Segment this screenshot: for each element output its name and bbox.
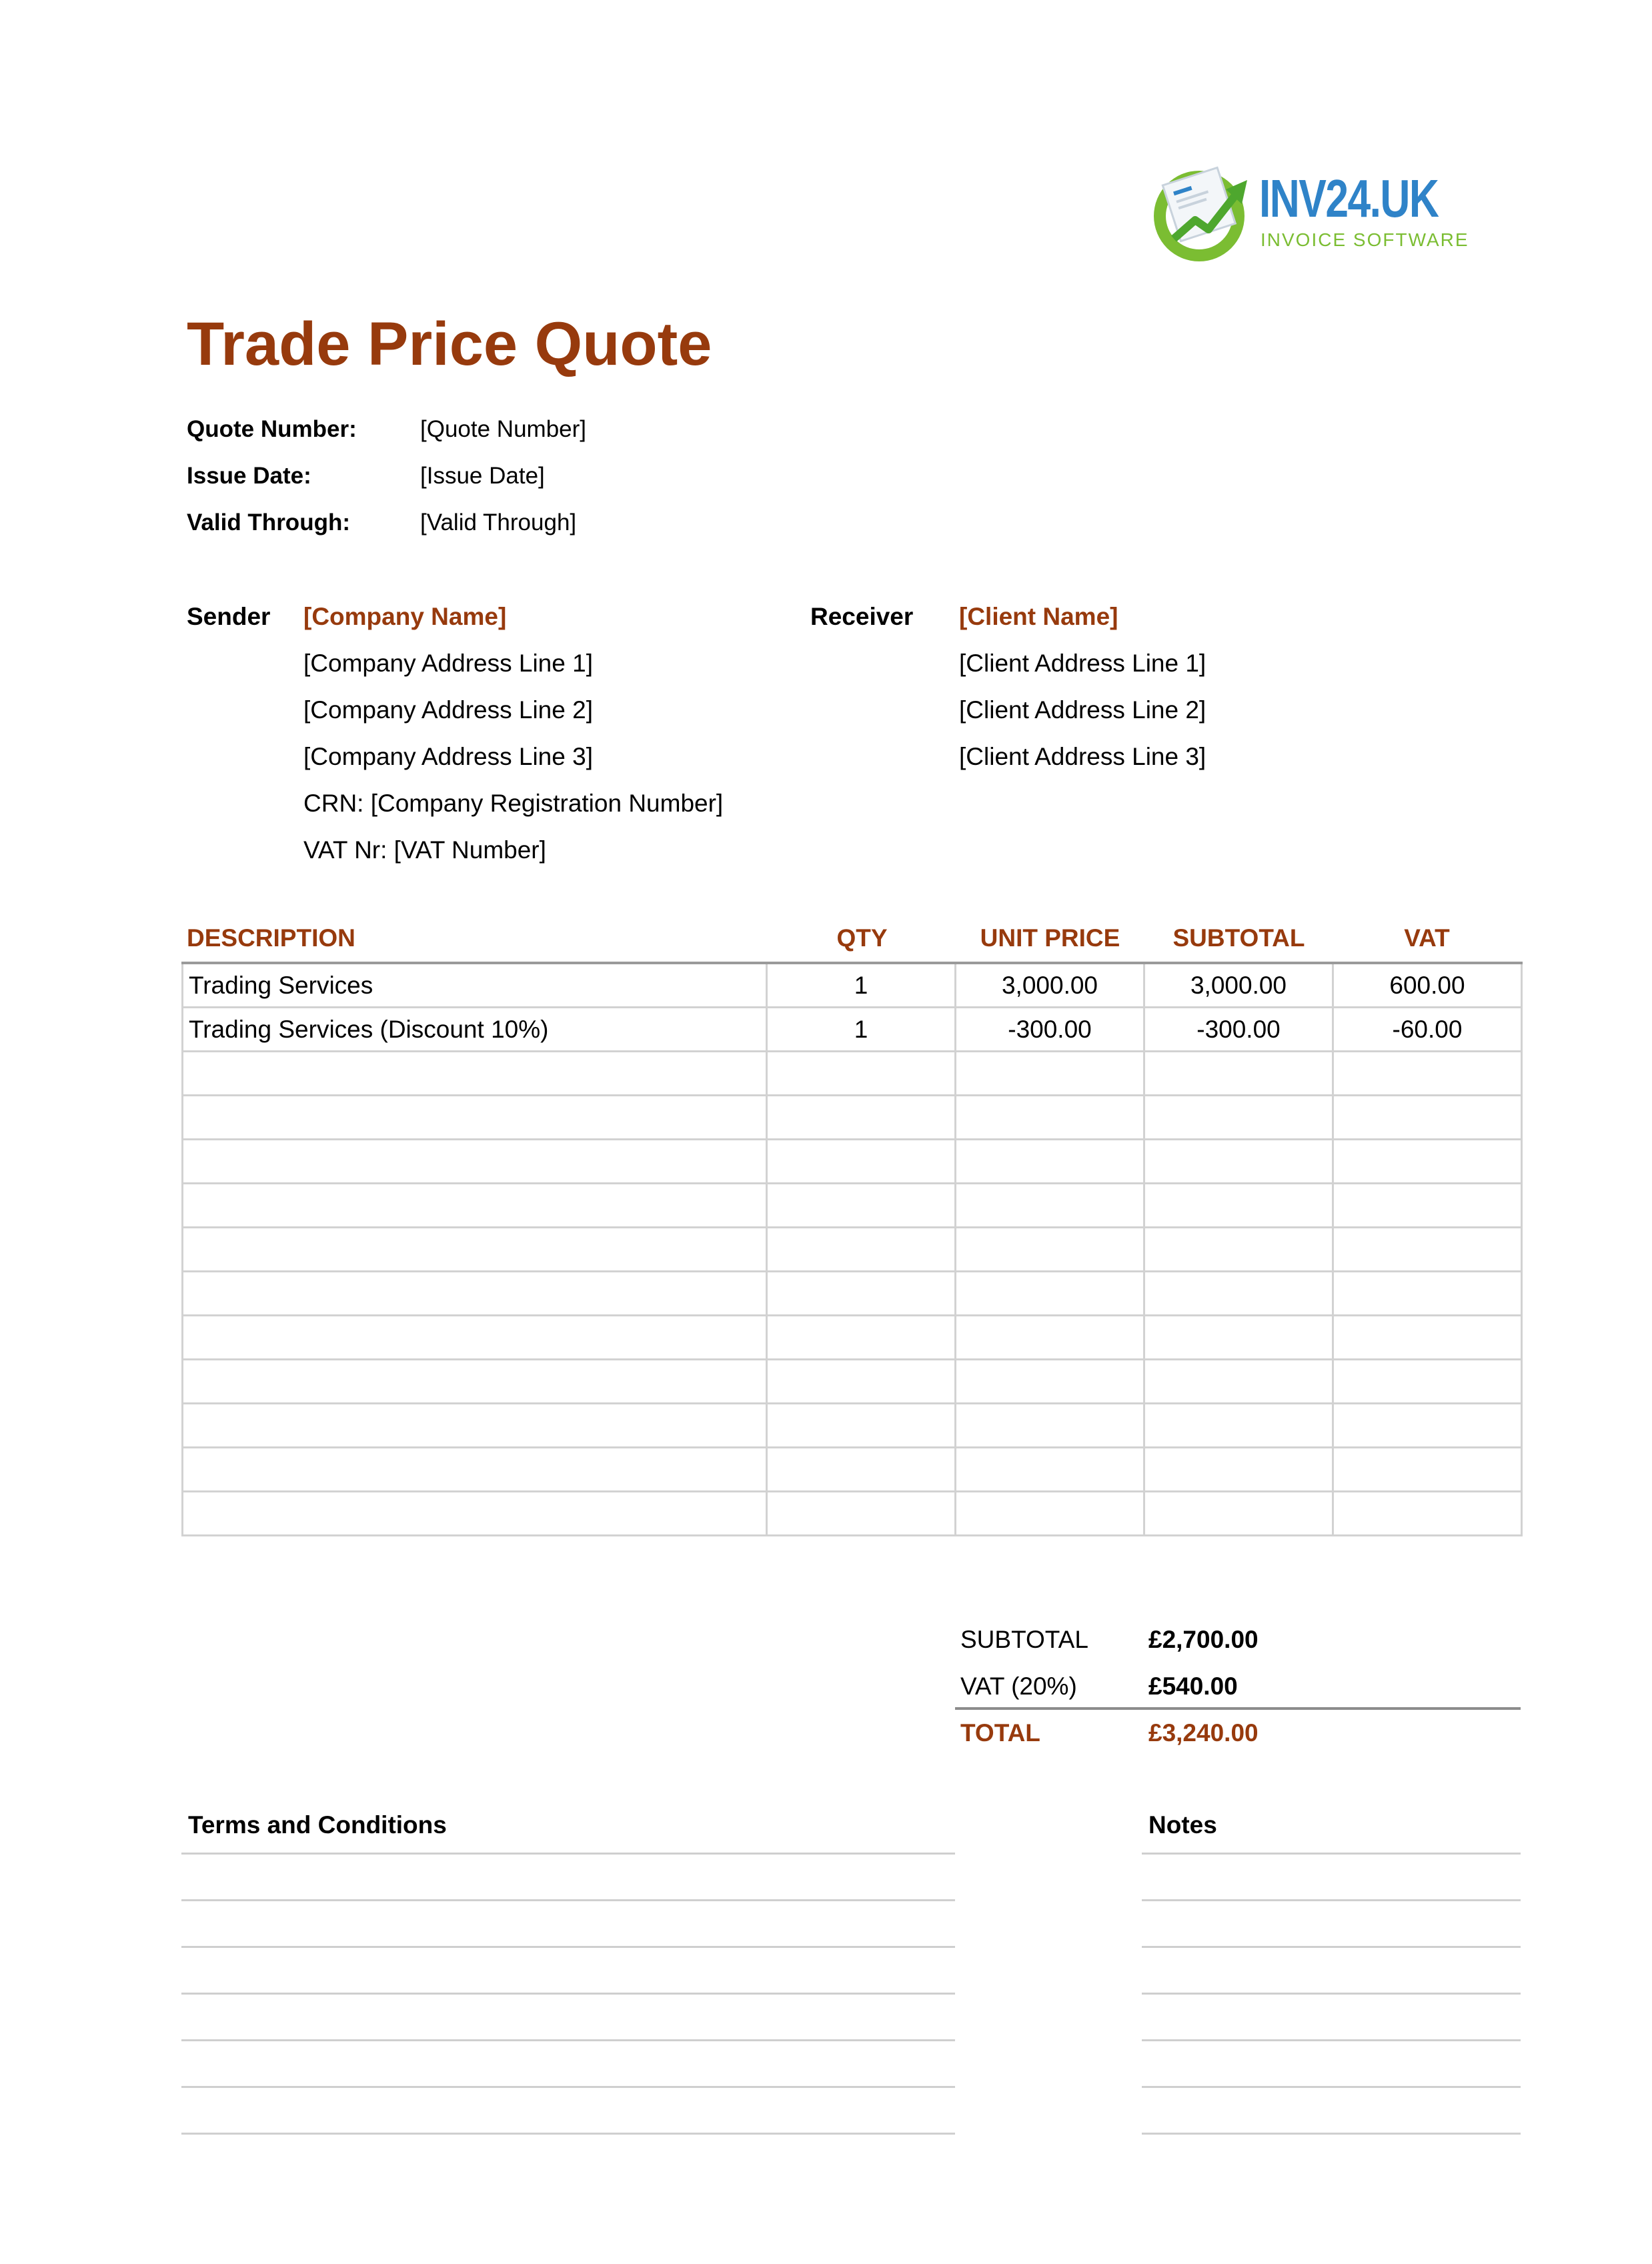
cell-vat: 600.00 <box>1333 963 1522 1008</box>
cell-unit-price <box>956 1052 1144 1096</box>
column-header-qty: QTY <box>836 924 888 952</box>
table-row <box>183 1272 1522 1316</box>
cell-vat <box>1333 1492 1522 1536</box>
table-row <box>183 1360 1522 1404</box>
logo-tagline: INVOICE SOFTWARE <box>1261 229 1469 250</box>
cell-qty <box>767 1096 956 1140</box>
notes-line <box>1142 2039 1521 2041</box>
cell-description <box>183 1492 767 1536</box>
sender-crn: CRN: [Company Registration Number] <box>303 790 724 817</box>
column-header-unit-price: UNIT PRICE <box>980 924 1120 952</box>
notes-line <box>1142 2086 1521 2088</box>
cell-qty <box>767 1360 956 1404</box>
cell-description <box>183 1052 767 1096</box>
vat-total-label: VAT (20%) <box>960 1672 1077 1700</box>
cell-vat: -60.00 <box>1333 1008 1522 1052</box>
sender-address-line: [Company Address Line 3] <box>303 743 593 770</box>
cell-vat <box>1333 1140 1522 1184</box>
issue-date-value: [Issue Date] <box>420 463 545 489</box>
table-row <box>183 1052 1522 1096</box>
cell-qty <box>767 1228 956 1272</box>
terms-line <box>181 2086 955 2088</box>
cell-subtotal <box>1144 1096 1333 1140</box>
cell-subtotal <box>1144 1316 1333 1360</box>
receiver-address-line: [Client Address Line 1] <box>959 650 1206 677</box>
cell-qty <box>767 1448 956 1492</box>
sender-address-line: [Company Address Line 1] <box>303 650 593 677</box>
cell-description <box>183 1360 767 1404</box>
table-row <box>183 1404 1522 1448</box>
cell-subtotal <box>1144 1492 1333 1536</box>
total-value: £3,240.00 <box>1148 1719 1259 1747</box>
cell-description <box>183 1316 767 1360</box>
cell-description: Trading Services <box>183 963 767 1008</box>
cell-subtotal <box>1144 1448 1333 1492</box>
cell-subtotal <box>1144 1184 1333 1228</box>
table-row <box>183 1228 1522 1272</box>
document-title: Trade Price Quote <box>187 310 712 378</box>
cell-vat <box>1333 1228 1522 1272</box>
terms-line <box>181 1853 955 1855</box>
cell-unit-price <box>956 1360 1144 1404</box>
table-row <box>183 1096 1522 1140</box>
line-items-table <box>181 962 1523 1536</box>
notes-line <box>1142 1853 1521 1855</box>
cell-description <box>183 1228 767 1272</box>
cell-vat <box>1333 1448 1522 1492</box>
logo-brand-text: INV24.UK <box>1259 169 1439 228</box>
terms-line <box>181 1946 955 1948</box>
cell-unit-price <box>956 1228 1144 1272</box>
cell-unit-price <box>956 1492 1144 1536</box>
table-row <box>183 1316 1522 1360</box>
receiver-label: Receiver <box>810 603 914 630</box>
company-logo <box>1147 160 1467 267</box>
valid-through-value: [Valid Through] <box>420 509 577 535</box>
cell-subtotal <box>1144 1228 1333 1272</box>
notes-line <box>1142 1899 1521 1901</box>
subtotal-value: £2,700.00 <box>1148 1626 1259 1653</box>
cell-vat <box>1333 1404 1522 1448</box>
cell-vat <box>1333 1184 1522 1228</box>
valid-through-label: Valid Through: <box>187 509 350 535</box>
cell-subtotal: 3,000.00 <box>1144 963 1333 1008</box>
sender-vat-number: VAT Nr: [VAT Number] <box>303 836 546 864</box>
receiver-address-line: [Client Address Line 2] <box>959 696 1206 724</box>
cell-vat <box>1333 1360 1522 1404</box>
table-row <box>183 1008 1522 1052</box>
sender-label: Sender <box>187 603 271 630</box>
cell-vat <box>1333 1096 1522 1140</box>
cell-vat <box>1333 1316 1522 1360</box>
cell-unit-price <box>956 1316 1144 1360</box>
cell-unit-price: 3,000.00 <box>956 963 1144 1008</box>
cell-unit-price <box>956 1140 1144 1184</box>
cell-unit-price <box>956 1448 1144 1492</box>
cell-subtotal <box>1144 1272 1333 1316</box>
quote-number-label: Quote Number: <box>187 416 357 442</box>
cell-vat <box>1333 1272 1522 1316</box>
cell-unit-price <box>956 1184 1144 1228</box>
cell-description <box>183 1448 767 1492</box>
receiver-address-line: [Client Address Line 3] <box>959 743 1206 770</box>
invoice-growth-arrow-icon <box>1147 160 1261 267</box>
table-row <box>183 1184 1522 1228</box>
cell-qty <box>767 1316 956 1360</box>
cell-unit-price <box>956 1272 1144 1316</box>
terms-line <box>181 2039 955 2041</box>
cell-description <box>183 1404 767 1448</box>
cell-qty: 1 <box>767 963 956 1008</box>
quote-number-value: [Quote Number] <box>420 416 586 442</box>
sender-company-name: [Company Name] <box>303 603 507 630</box>
issue-date-label: Issue Date: <box>187 463 311 489</box>
cell-qty: 1 <box>767 1008 956 1052</box>
cell-qty <box>767 1272 956 1316</box>
cell-qty <box>767 1052 956 1096</box>
terms-line <box>181 1993 955 1995</box>
total-label: TOTAL <box>960 1719 1040 1747</box>
cell-subtotal: -300.00 <box>1144 1008 1333 1052</box>
notes-title: Notes <box>1148 1811 1217 1839</box>
column-header-subtotal: SUBTOTAL <box>1172 924 1305 952</box>
terms-title: Terms and Conditions <box>188 1811 447 1839</box>
notes-line <box>1142 2133 1521 2135</box>
vat-total-value: £540.00 <box>1148 1672 1238 1700</box>
sender-address-line: [Company Address Line 2] <box>303 696 593 724</box>
cell-subtotal <box>1144 1140 1333 1184</box>
cell-unit-price: -300.00 <box>956 1008 1144 1052</box>
column-header-description: DESCRIPTION <box>187 924 355 952</box>
cell-description <box>183 1140 767 1184</box>
cell-description <box>183 1272 767 1316</box>
cell-description <box>183 1096 767 1140</box>
cell-unit-price <box>956 1096 1144 1140</box>
cell-description: Trading Services (Discount 10%) <box>183 1008 767 1052</box>
cell-unit-price <box>956 1404 1144 1448</box>
table-row <box>183 1448 1522 1492</box>
totals-divider <box>955 1707 1521 1710</box>
cell-subtotal <box>1144 1360 1333 1404</box>
table-row <box>183 963 1522 1008</box>
notes-line <box>1142 1946 1521 1948</box>
column-header-vat: VAT <box>1404 924 1450 952</box>
subtotal-label: SUBTOTAL <box>960 1626 1088 1653</box>
line-items-body <box>183 963 1522 1536</box>
cell-qty <box>767 1492 956 1536</box>
cell-subtotal <box>1144 1404 1333 1448</box>
notes-line <box>1142 1993 1521 1995</box>
cell-qty <box>767 1404 956 1448</box>
cell-subtotal <box>1144 1052 1333 1096</box>
cell-description <box>183 1184 767 1228</box>
terms-line <box>181 2133 955 2135</box>
table-row <box>183 1492 1522 1536</box>
cell-qty <box>767 1184 956 1228</box>
terms-line <box>181 1899 955 1901</box>
cell-vat <box>1333 1052 1522 1096</box>
receiver-client-name: [Client Name] <box>959 603 1118 630</box>
cell-qty <box>767 1140 956 1184</box>
table-row <box>183 1140 1522 1184</box>
